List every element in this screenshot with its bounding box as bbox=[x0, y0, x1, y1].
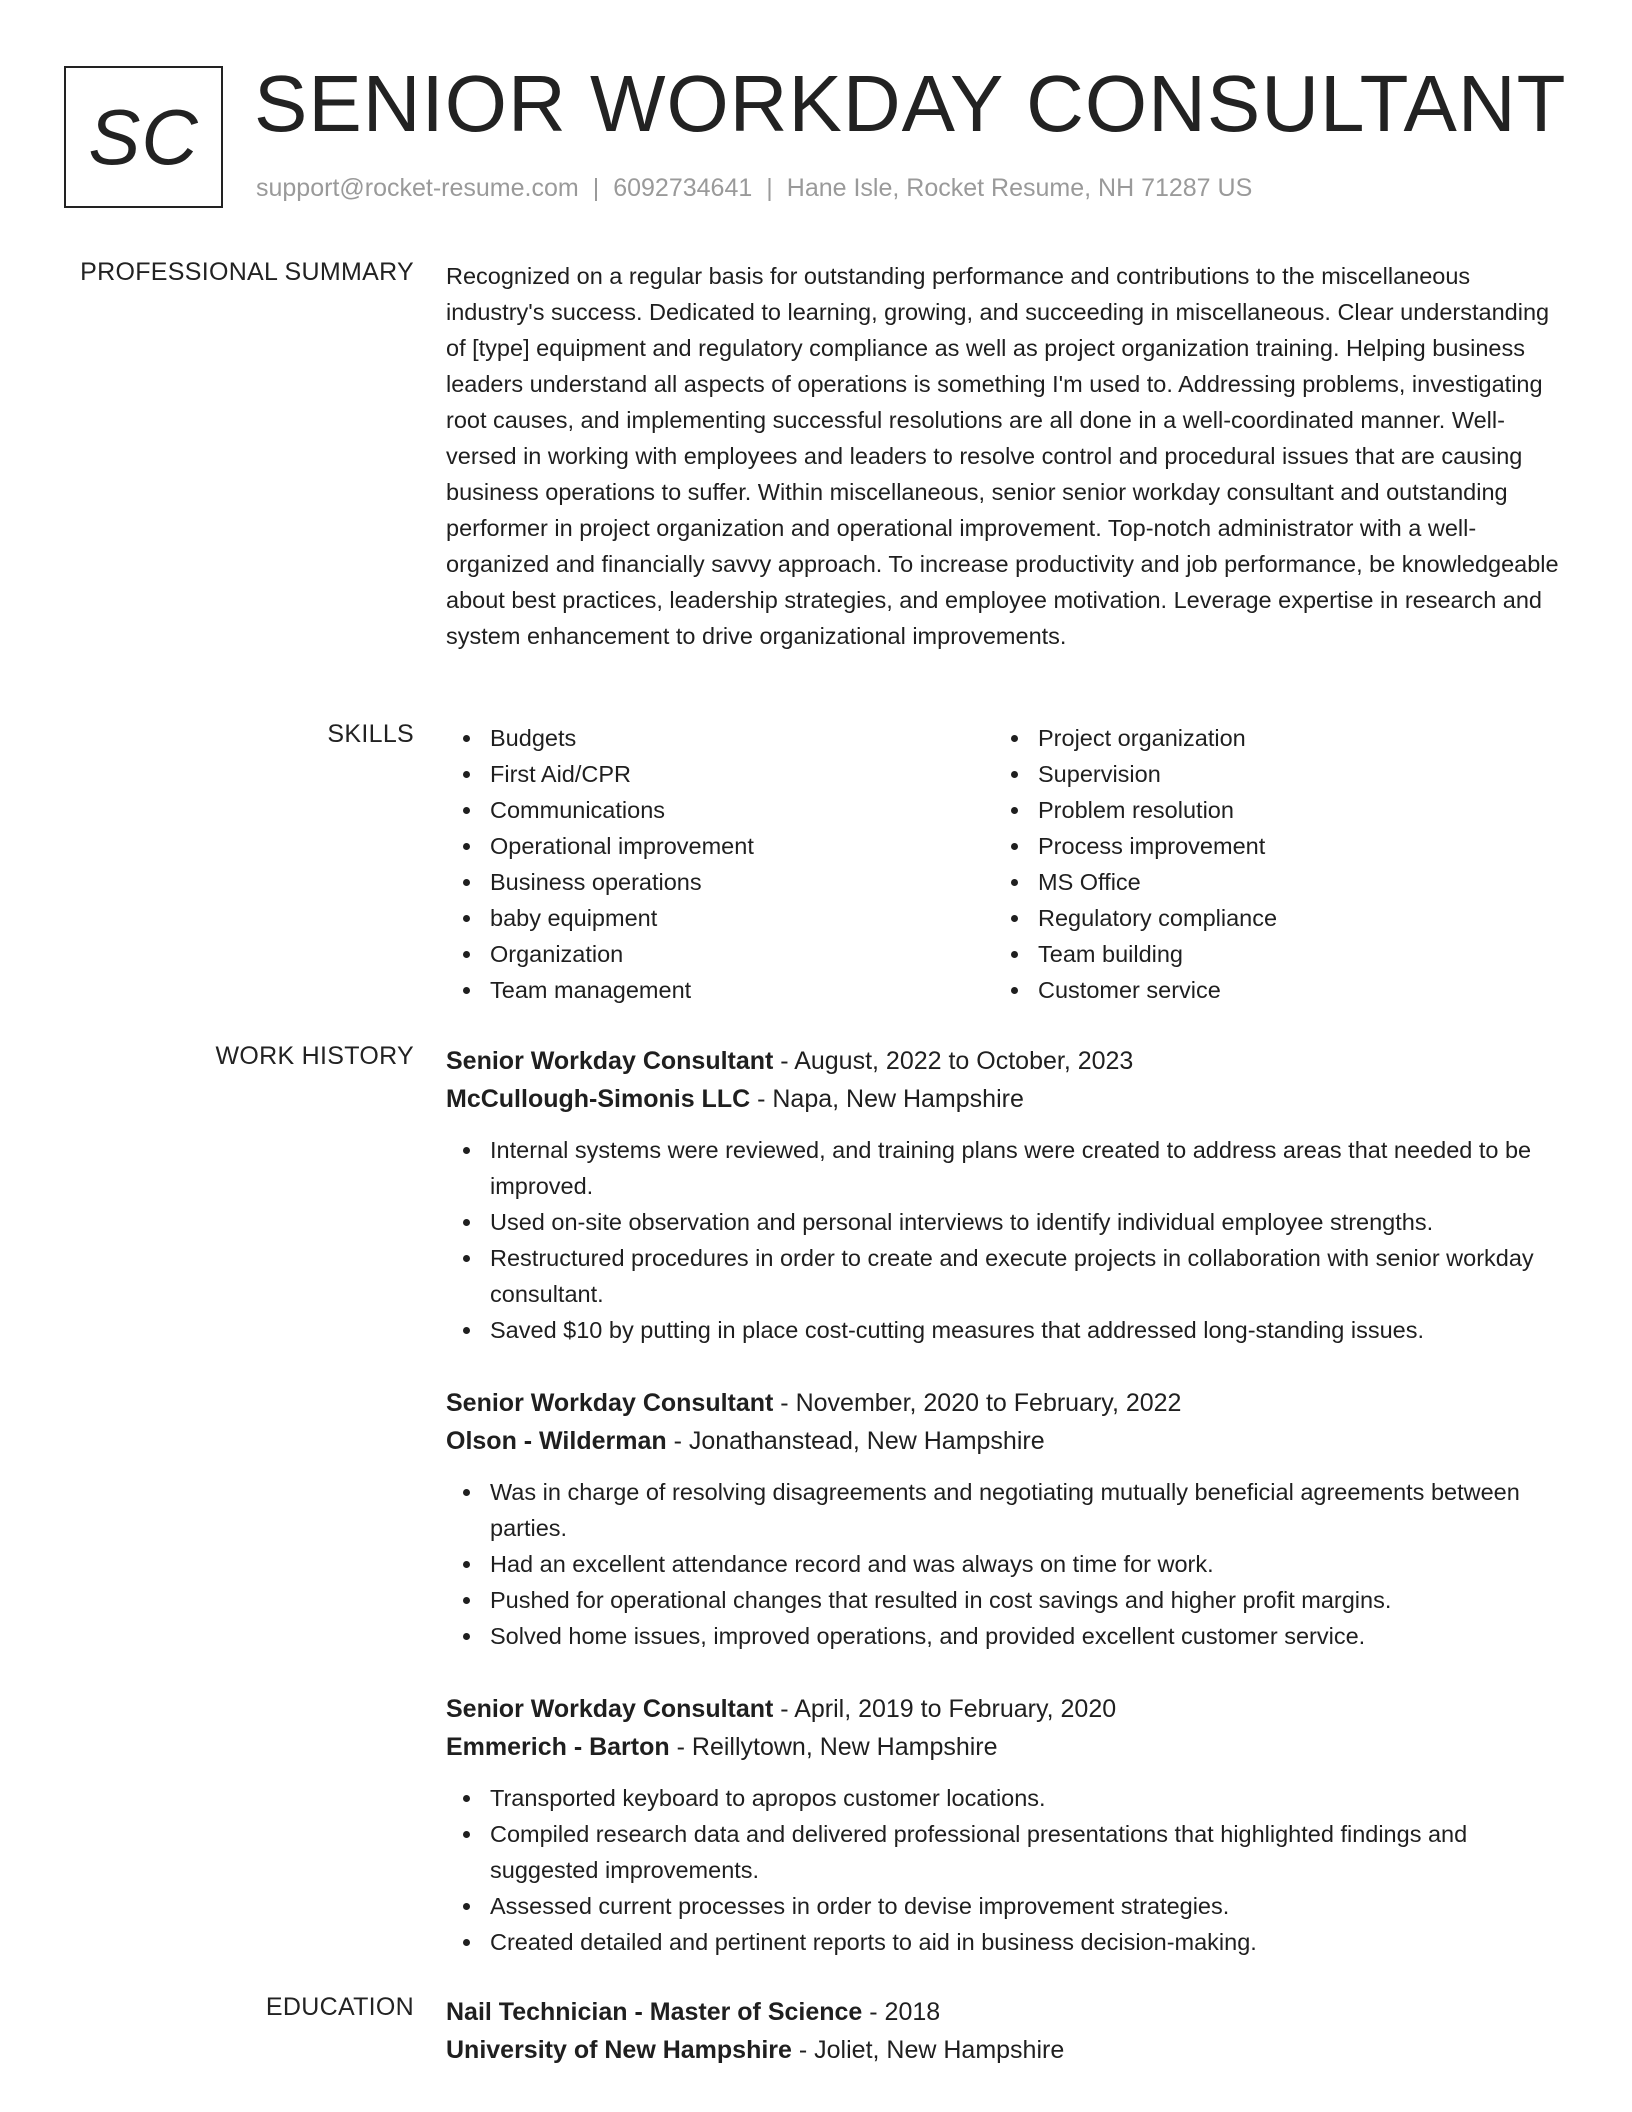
skill-item: Problem resolution bbox=[994, 792, 1542, 828]
work-history-heading: WORK HISTORY bbox=[215, 1042, 414, 1070]
job-bullet: Transported keyboard to apropos customer locations. bbox=[446, 1780, 1566, 1816]
education-degree-line bbox=[446, 1993, 1566, 2031]
job-title-line bbox=[446, 1384, 1566, 1422]
job-dates: - November, 2020 to February, 2022 bbox=[773, 1389, 1182, 1417]
job-title-line bbox=[446, 1690, 1566, 1728]
contact-separator: | bbox=[766, 174, 773, 202]
job-bullets bbox=[446, 1132, 1566, 1348]
skill-item: First Aid/CPR bbox=[446, 756, 994, 792]
job-bullet: Saved $10 by putting in place cost-cutting measures that addressed long-standing issues. bbox=[446, 1312, 1566, 1348]
monogram-initials: SC bbox=[88, 92, 199, 181]
summary-text: Recognized on a regular basis for outstanding performance and contributions to the miscellaneous industry's success. Dedicated to learning, growing, and succeeding in miscellaneous. Clear understanding of [type] equipment and regulatory compliance as well as project organization training. Helping business leaders understand all aspects of operations is something I'm used to. Addressing problems, investigating root causes, and implementing successful resolutions are all done in a well-coordinated manner. Well-versed in working with employees and leaders to resolve control and procedural issues that are causing business operations to suffer. Within miscellaneous, senior senior workday consultant and outstanding performer in project organization and operational improvement. Top-notch administrator with a well-organized and financially savvy approach. To increase productivity and job performance, be knowledgeable about best practices, leadership strategies, and employee motivation. Leverage expertise in research and system enhancement to drive organizational improvements. bbox=[446, 263, 1559, 649]
skill-item: Supervision bbox=[994, 756, 1542, 792]
skill-item: Communications bbox=[446, 792, 994, 828]
job-bullet: Compiled research data and delivered professional presentations that highlighted findings and suggested improvements. bbox=[446, 1816, 1566, 1888]
skill-item: Operational improvement bbox=[446, 828, 994, 864]
job-bullet: Was in charge of resolving disagreements and negotiating mutually beneficial agreements between parties. bbox=[446, 1474, 1566, 1546]
job-bullet: Internal systems were reviewed, and training plans were created to address areas that needed to be improved. bbox=[446, 1132, 1566, 1204]
job-company-line bbox=[446, 1080, 1566, 1118]
job-company-line bbox=[446, 1422, 1566, 1460]
contact-line bbox=[256, 174, 1252, 203]
education-school: University of New Hampshire bbox=[446, 2036, 792, 2064]
skill-item: Team management bbox=[446, 972, 994, 1008]
contact-address: Hane Isle, Rocket Resume, NH 71287 US bbox=[786, 174, 1253, 202]
job-bullet: Restructured procedures in order to create and execute projects in collaboration with senior workday consultant. bbox=[446, 1240, 1566, 1312]
summary-heading: PROFESSIONAL SUMMARY bbox=[80, 258, 414, 286]
job-bullet: Solved home issues, improved operations, and provided excellent customer service. bbox=[446, 1618, 1566, 1654]
job-company: Olson - Wilderman bbox=[446, 1427, 667, 1455]
job-entry bbox=[446, 1042, 1566, 1348]
skill-item: MS Office bbox=[994, 864, 1542, 900]
contact-email: support@rocket-resume.com bbox=[256, 174, 579, 202]
education-school-line bbox=[446, 2031, 1566, 2069]
monogram-box bbox=[64, 66, 223, 208]
job-entry bbox=[446, 1384, 1566, 1654]
skill-item: Team building bbox=[994, 936, 1542, 972]
education-year: - 2018 bbox=[862, 1998, 941, 2026]
job-bullet: Pushed for operational changes that resulted in cost savings and higher profit margins. bbox=[446, 1582, 1566, 1618]
skill-item: Customer service bbox=[994, 972, 1542, 1008]
job-bullets bbox=[446, 1780, 1566, 1960]
education-degree: Nail Technician - Master of Science bbox=[446, 1998, 863, 2026]
contact-separator: | bbox=[592, 174, 600, 202]
job-title: Senior Workday Consultant bbox=[446, 1047, 774, 1075]
work-history-body bbox=[446, 1042, 1566, 1996]
job-title: Senior Workday Consultant bbox=[446, 1695, 774, 1723]
job-bullet: Created detailed and pertinent reports to aid in business decision-making. bbox=[446, 1924, 1566, 1960]
job-title: Senior Workday Consultant bbox=[446, 1389, 774, 1417]
job-bullet: Used on-site observation and personal interviews to identify individual employee strengths. bbox=[446, 1204, 1566, 1240]
contact-phone: 6092734641 bbox=[613, 174, 753, 202]
skill-item: Process improvement bbox=[994, 828, 1542, 864]
job-dates: - August, 2022 to October, 2023 bbox=[773, 1047, 1134, 1075]
job-location: - Jonathanstead, New Hampshire bbox=[666, 1427, 1045, 1455]
education-heading: EDUCATION bbox=[265, 1993, 414, 2021]
job-location: - Reillytown, New Hampshire bbox=[669, 1733, 998, 1761]
skill-item: Project organization bbox=[994, 720, 1542, 756]
skill-item: Organization bbox=[446, 936, 994, 972]
skills-heading: SKILLS bbox=[327, 720, 414, 748]
job-company-line bbox=[446, 1728, 1566, 1766]
job-company: Emmerich - Barton bbox=[446, 1733, 670, 1761]
education-body bbox=[446, 1993, 1566, 2069]
job-location: - Napa, New Hampshire bbox=[750, 1085, 1024, 1113]
skill-item: Regulatory compliance bbox=[994, 900, 1542, 936]
job-bullet: Assessed current processes in order to devise improvement strategies. bbox=[446, 1888, 1566, 1924]
skill-item: Budgets bbox=[446, 720, 994, 756]
skills-list-left bbox=[446, 720, 994, 1008]
skill-item: Business operations bbox=[446, 864, 994, 900]
job-company: McCullough-Simonis LLC bbox=[446, 1085, 751, 1113]
job-bullet: Had an excellent attendance record and was always on time for work. bbox=[446, 1546, 1566, 1582]
job-title-line bbox=[446, 1042, 1566, 1080]
job-entry bbox=[446, 1690, 1566, 1960]
job-dates: - April, 2019 to February, 2020 bbox=[773, 1695, 1117, 1723]
education-location: - Joliet, New Hampshire bbox=[791, 2036, 1065, 2064]
candidate-title: SENIOR WORKDAY CONSULTANT bbox=[254, 59, 1567, 148]
skill-item: baby equipment bbox=[446, 900, 994, 936]
skills-body bbox=[446, 720, 1566, 1008]
skills-list-right bbox=[994, 720, 1542, 1008]
job-bullets bbox=[446, 1474, 1566, 1654]
